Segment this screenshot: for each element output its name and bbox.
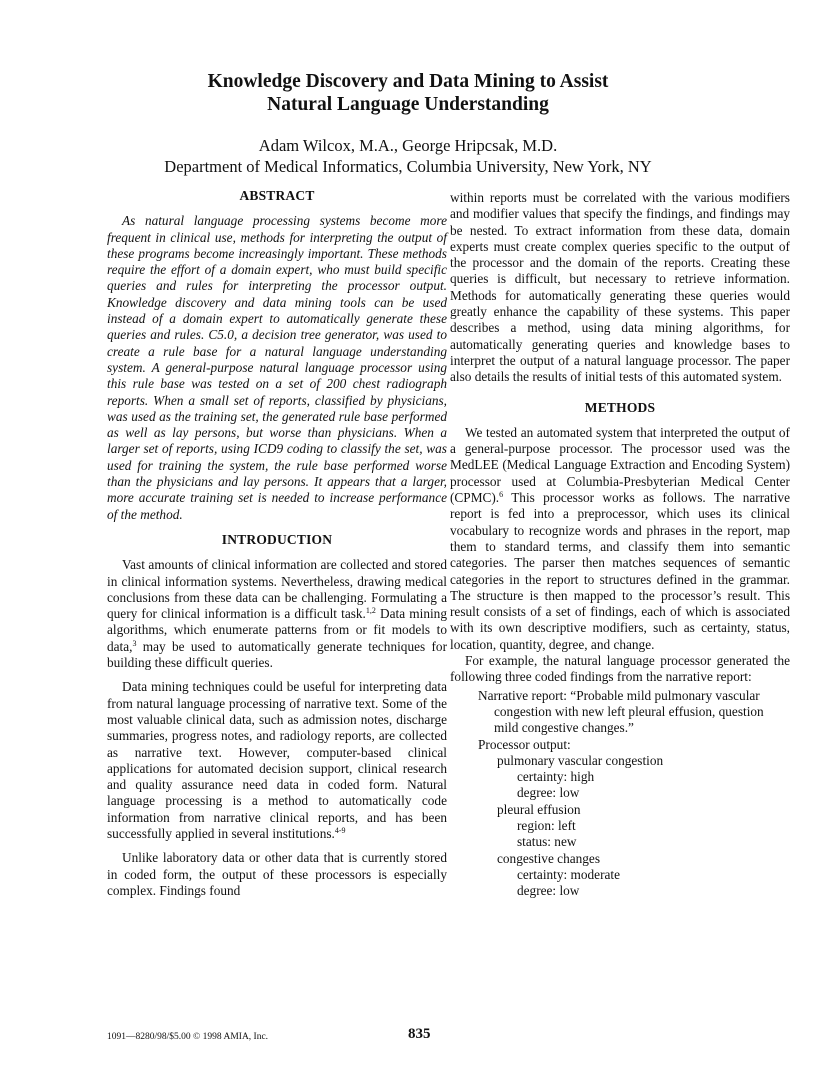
finding-name: pleural effusion [497, 801, 581, 817]
finding-modifier: status: new [517, 834, 577, 850]
intro-paragraph-3: Unlike laboratory data or other data that is currently stored in coded form, the output of these processors is especially complex. Findings found [107, 850, 447, 898]
paper-title [150, 70, 666, 116]
introduction-heading: INTRODUCTION [221, 531, 333, 547]
methods-paragraph-2: For example, the natural language processor generated the following three coded findings from the narrative report: [450, 653, 790, 685]
page-number: 835 [408, 1026, 431, 1042]
author-block [100, 135, 716, 177]
intro-p1-text-a: Vast amounts of clinical information are collected and stored in clinical information systems. Nevertheless, drawing medical conclusions from these data can be challenging. Formulating a query for clinical information is a difficult task. [107, 557, 447, 622]
abstract-heading: ABSTRACT [239, 188, 315, 203]
finding-modifier: degree: low [517, 785, 580, 801]
narrative-report: Narrative report: “Probable mild pulmonary vascular congestion with new left pleural effusion, question mild congestive changes.” [478, 687, 764, 736]
citation-4-9: 4-9 [334, 825, 346, 835]
processor-output-label: Processor output: [478, 736, 571, 752]
citation-1-2: 1,2 [365, 606, 376, 616]
intro-p1-text-c: may be used to automatically generate techniques for building these difficult queries. [107, 638, 447, 671]
methods-paragraph-1 [450, 425, 790, 653]
abstract-text: As natural language processing systems become more frequent in clinical use, methods for interpreting the output of these programs become increasingly important. These methods require the effort of a domain expert, who must build specific queries and rules for interpreting the processor output. Knowledge discovery and data mining tools can be used instead of a domain expert to automatically generate these queries and rules. C5.0, a decision tree generator, was used to create a rule base for a natural language understanding system. A general-purpose natural language processor using this rule base was tested on a set of 200 chest radiograph reports. When a small set of reports, classified by physicians, was used as the training set, the generated rule base performed as well as lay persons, but worse than physicians. When a larger set of reports, using ICD9 coding to classify the set, was used for training the system, the rule base performed worse than the physicians and lay persons. It appears that a larger, more accurate training set is needed to increase performance of the method. [107, 213, 447, 522]
intro-p2-text: Data mining techniques could be useful for interpreting data from natural language processing of narrative text. Some of the most valuable clinical data, such as admission notes, discharge summaries, progress notes, and radiology reports, are collected as narrative text. However, computer-based clinical applications for automated decision support, clinical research and quality assurance need data in coded form. Natural language processing is a method to automatically code information from narrative clinical reports, and has been successfully applied in several institutions. [107, 679, 447, 841]
example-output [450, 688, 790, 900]
finding-name: pulmonary vascular congestion [497, 752, 664, 768]
copyright-footer: 1091—8280/98/$5.00 © 1998 AMIA, Inc. [107, 1032, 269, 1042]
right-column [450, 190, 790, 899]
author-affiliation: Department of Medical Informatics, Columbia University, New York, NY [164, 157, 652, 176]
left-column [107, 188, 447, 899]
title-line-2: Natural Language Understanding [267, 94, 549, 115]
citation-6: 6 [499, 490, 504, 500]
intro-paragraph-3-continued: within reports must be correlated with the various modifiers and modifier values that specify the findings, and findings may be nested. To extract information from these data, domain experts must create complex queries specific to the output of the processor and the domain of the reports. Creating these queries is difficult, but necessary to retrieve information. Methods for automatically generating these queries would greatly enhance the capability of these systems. This paper describes a method, using data mining algorithms, for automatically generating queries and knowledge bases to interpret the output of a natural language processor. The paper also details the results of initial tests of this automated system. [450, 190, 790, 385]
finding-modifier: certainty: moderate [517, 866, 620, 882]
finding-modifier: degree: low [517, 883, 580, 899]
title-line-1: Knowledge Discovery and Data Mining to Assist [207, 71, 609, 92]
finding-name: congestive changes [497, 850, 601, 866]
author-names: Adam Wilcox, M.A., George Hripcsak, M.D. [258, 136, 558, 155]
intro-paragraph-1 [107, 557, 447, 671]
methods-p1-text-a: We tested an automated system that interpreted the output of a general-purpose processor. The processor used was the MedLEE (Medical Language Extraction and Encoding System) processor used at Columbia-Presbyterian Medical Center (CPMC). [450, 424, 790, 506]
methods-heading: METHODS [584, 399, 656, 415]
intro-paragraph-2 [107, 679, 447, 842]
finding-modifier: region: left [517, 817, 576, 833]
citation-3: 3 [132, 638, 137, 648]
intro-p1-text-b: Data mining algorithms, which enumerate patterns from or fit models to data, [107, 606, 447, 654]
finding-modifier: certainty: high [517, 769, 595, 785]
methods-p1-text-b: This processor works as follows. The narrative report is fed into a preprocessor, which uses its clinical vocabulary to recognize words and phrases in the report, map them to standard terms, and classify them into semantic categories. The parser then matches sequences of semantic categories in the report to structures defined in the grammar. The structure is then mapped to the processor’s result. This result consists of a set of findings, each of which is associated with its own descriptive modifiers, such as certainty, status, location, quantity, degree, and change. [450, 490, 790, 652]
